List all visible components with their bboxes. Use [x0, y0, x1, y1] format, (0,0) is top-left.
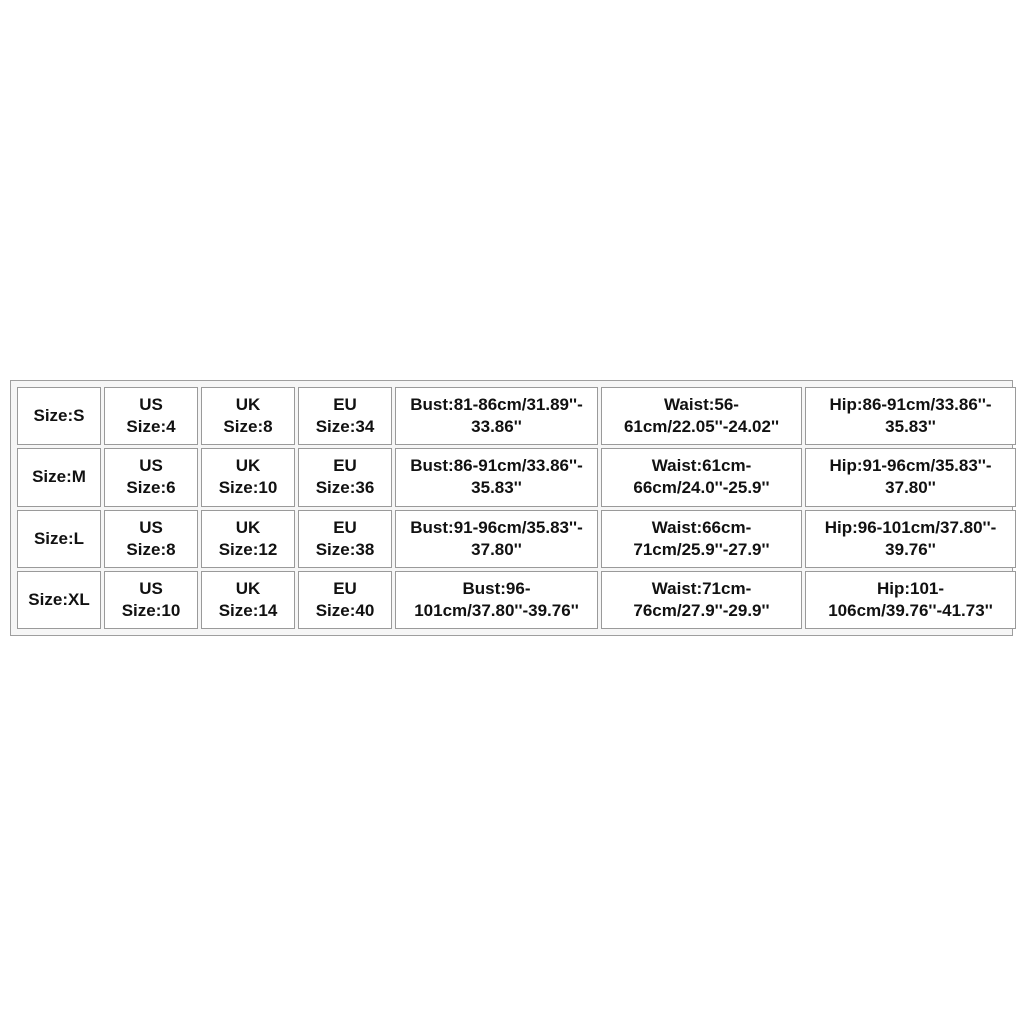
bust-cell: Bust:91-96cm/35.83''- 37.80'' — [395, 510, 598, 568]
waist-cell: Waist:56- 61cm/22.05''-24.02'' — [601, 387, 802, 445]
uk-size-cell: UK Size:14 — [201, 571, 295, 629]
us-size-cell: US Size:6 — [104, 448, 198, 506]
hip-cell: Hip:101- 106cm/39.76''-41.73'' — [805, 571, 1016, 629]
eu-size-cell: EU Size:38 — [298, 510, 392, 568]
size-label-cell: Size:S — [17, 387, 101, 445]
eu-size-cell: EU Size:40 — [298, 571, 392, 629]
us-size-cell: US Size:8 — [104, 510, 198, 568]
size-label-cell: Size:L — [17, 510, 101, 568]
eu-size-cell: EU Size:36 — [298, 448, 392, 506]
size-row-s — [17, 387, 1016, 445]
size-row-m — [17, 448, 1016, 506]
size-chart-table — [10, 380, 1013, 636]
hip-cell: Hip:91-96cm/35.83''- 37.80'' — [805, 448, 1016, 506]
uk-size-cell: UK Size:8 — [201, 387, 295, 445]
bust-cell: Bust:86-91cm/33.86''- 35.83'' — [395, 448, 598, 506]
waist-cell: Waist:71cm- 76cm/27.9''-29.9'' — [601, 571, 802, 629]
hip-cell: Hip:96-101cm/37.80''- 39.76'' — [805, 510, 1016, 568]
uk-size-cell: UK Size:10 — [201, 448, 295, 506]
size-label-cell: Size:XL — [17, 571, 101, 629]
size-label-cell: Size:M — [17, 448, 101, 506]
size-row-l — [17, 510, 1016, 568]
hip-cell: Hip:86-91cm/33.86''- 35.83'' — [805, 387, 1016, 445]
bust-cell: Bust:96- 101cm/37.80''-39.76'' — [395, 571, 598, 629]
bust-cell: Bust:81-86cm/31.89''- 33.86'' — [395, 387, 598, 445]
us-size-cell: US Size:10 — [104, 571, 198, 629]
us-size-cell: US Size:4 — [104, 387, 198, 445]
waist-cell: Waist:61cm- 66cm/24.0''-25.9'' — [601, 448, 802, 506]
uk-size-cell: UK Size:12 — [201, 510, 295, 568]
size-chart-grid — [14, 384, 1019, 632]
size-row-xl — [17, 571, 1016, 629]
eu-size-cell: EU Size:34 — [298, 387, 392, 445]
waist-cell: Waist:66cm- 71cm/25.9''-27.9'' — [601, 510, 802, 568]
